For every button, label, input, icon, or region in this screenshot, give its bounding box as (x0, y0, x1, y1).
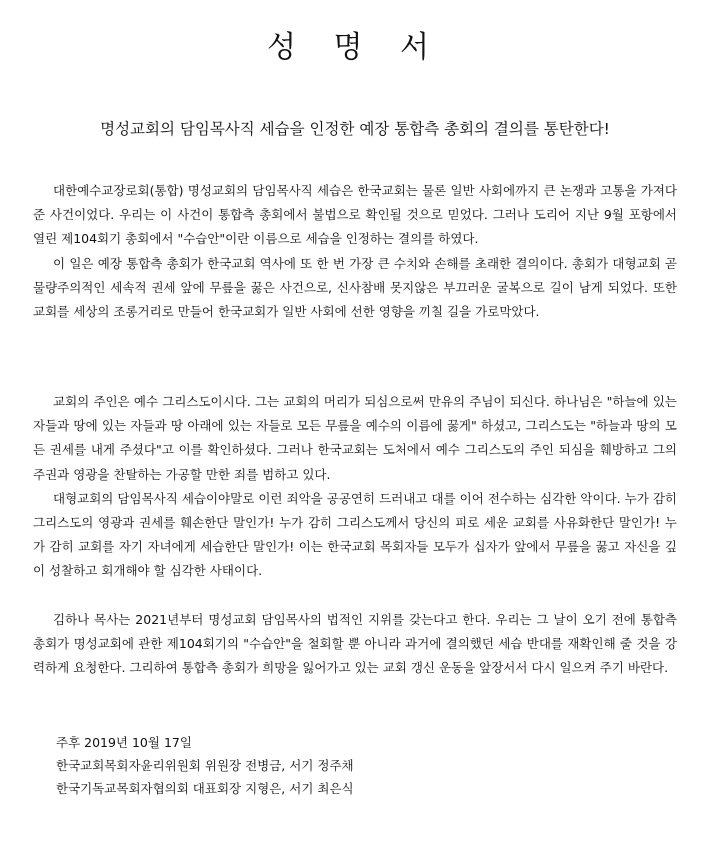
statement-section-2 (33, 390, 677, 584)
paragraph-1: 대한예수교장로회(통합) 명성교회의 담임목사직 세습은 한국교회는 물론 일반 사회에까지 큰 논쟁과 고통을 가져다준 사건이었다. 우리는 이 사건이 통합측 총회에서 불법으로 확인될 것으로 믿었다. 그러나 도리어 지난 9월 포항에서 열린 제104회기 총회에서 "수습안"이란 이름으로 세습을 인정하는 결의를 하였다. (33, 183, 677, 247)
statement-section-3 (33, 608, 677, 681)
signatory-1: 한국교회목회자윤리위원회 위원장 전병금, 서기 정주채 (56, 758, 354, 773)
paragraph-2: 이 일은 예장 통합측 총회가 한국교회 역사에 또 한 번 가장 큰 수치와 손해를 초래한 결의이다. 총회가 대형교회 곧 물량주의적인 세속적 권세 앞에 무릎을 꿇은 사건으로, 신사참배 못지않은 부끄러운 굴복으로 길이 남게 되었다. 또한 교회를 세상의 조롱거리로 만들어 한국교회가 일반 사회에 선한 영향을 끼칠 길을 가로막았다. (33, 255, 677, 320)
signatory-2: 한국기독교목회자협의회 대표회장 지형은, 서기 최은식 (56, 781, 354, 796)
document-title: 성 명 서 (266, 30, 443, 65)
paragraph-3: 교회의 주인은 예수 그리스도이시다. 그는 교회의 머리가 되심으로써 만유의 주님이 되신다. 하나님은 "하늘에 있는 자들과 땅에 있는 자들과 땅 아래에 있는 자들로 모든 무릎을 예수의 이름에 꿇게" 하셨고, 그리스도는 "하늘과 땅의 모든 권세를 내게 주셨다"고 이를 확인하셨다. 그러나 한국교회는 도처에서 예수 그리스도의 주인 되심을 훼방하고 그의 주권과 영광을 찬탈하는 가공할 만한 죄를 범하고 있다. (33, 394, 677, 482)
signature-date: 주후 2019년 10월 17일 (56, 735, 192, 750)
paragraph-5: 김하나 목사는 2021년부터 명성교회 담임목사의 법적인 지위를 갖는다고 한다. 우리는 그 날이 오기 전에 통합측 총회가 명성교회에 관한 제104회기의 "수습안"을 철회할 뿐 아니라 과거에 결의했던 세습 반대를 재확인해 줄 것을 강력하게 요청한다. 그리하여 통합측 총회가 희망을 잃어가고 있는 교회 갱신 운동을 앞장서서 다시 일으켜 주기 바란다. (33, 612, 677, 676)
statement-section-1 (33, 179, 677, 324)
paragraph-4: 대형교회의 담임목사직 세습이야말로 이런 죄악을 공공연히 드러내고 대를 이어 전수하는 심각한 악이다. 누가 감히 그리스도의 영광과 권세를 훼손한단 말인가! 누가 감히 그리스도께서 당신의 피로 세운 교회를 사유화한단 말인가! 누가 감히 교회를 자기 자녀에게 세습한단 말인가! 이는 한국교회 목회자들 모두가 십자가 앞에서 무릎을 꿇고 자신을 깊이 성찰하고 회개해야 할 심각한 사태이다. (33, 490, 677, 579)
statement-headline: 명성교회의 담임목사직 세습을 인정한 예장 통합측 총회의 결의를 통탄한다! (100, 120, 610, 138)
